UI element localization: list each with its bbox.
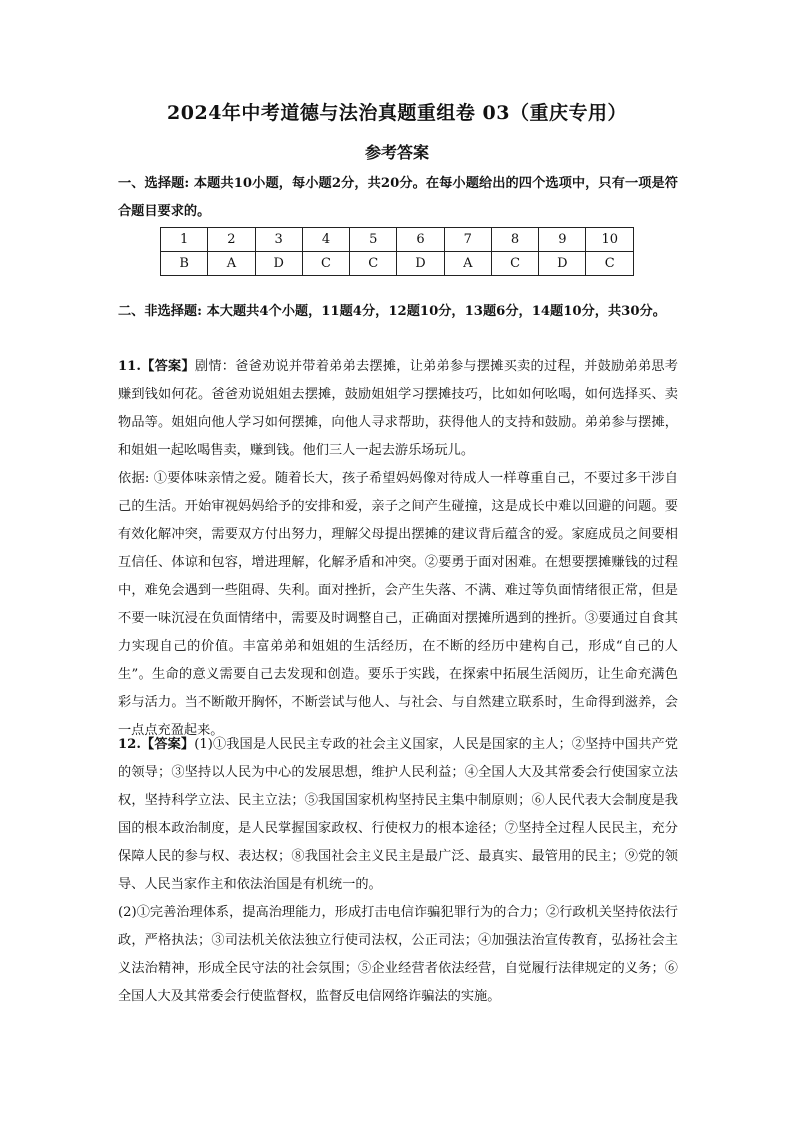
answer-table-number-row (161, 228, 634, 252)
section1-heading: 一、选择题: 本题共10小题，每小题2分，共20分。在每小题给出的四个选项中，只有一项是符合题目要求的。 (118, 176, 678, 219)
table-cell: B (161, 252, 208, 276)
page-title: 2024年中考道德与法治真题重组卷 03（重庆专用） (167, 102, 627, 124)
table-cell: D (397, 252, 444, 276)
answer-table (160, 227, 634, 276)
table-cell: A (444, 252, 491, 276)
question-11-plot: 剧情：爸爸劝说并带着弟弟去摆摊，让弟弟参与摆摊买卖的过程，并鼓励弟弟思考赚到钱如何花。爸爸劝说姐姐去摆摊，鼓励姐姐学习摆摊技巧，比如如何吆喝，如何选择买、卖物品等。姐姐向他人学习如何摆摊，向他人寻求帮助，获得他人的支持和鼓励。弟弟参与摆摊，和姐姐一起吆喝售卖，赚到钱。他们三人一起去游乐场玩儿。 (118, 359, 678, 458)
table-cell: 10 (586, 228, 634, 252)
table-cell: D (539, 252, 586, 276)
question-12-answer (118, 731, 678, 1011)
page-subtitle: 参考答案 (364, 143, 429, 162)
table-cell: C (350, 252, 397, 276)
question-11-answer (118, 353, 678, 745)
question-11-label: 11.【答案】 (118, 359, 195, 374)
section2-heading: 二、非选择题: 本大题共4个小题，11题4分，12题10分，13题6分，14题10分，共30分。 (118, 304, 666, 319)
table-cell: 1 (161, 228, 208, 252)
question-12-part1: (1)①我国是人民民主专政的社会主义国家，人民是国家的主人；②坚持中国共产党的领导；③坚持以人民为中心的发展思想，维护人民利益；④全国人大及其常委会行使国家立法权，坚持科学立法、民主立法；⑤我国国家机构坚持民主集中制原则；⑥人民代表大会制度是我国的根本政治制度，是人民掌握国家政权、行使权力的根本途径；⑦坚持全过程人民民主，充分保障人民的参与权、表达权；⑧我国社会主义民主是最广泛、最真实、最管用的民主；⑨党的领导、人民当家作主和依法治国是有机统一的。 (118, 737, 678, 892)
table-cell: C (586, 252, 634, 276)
question-11-basis: 依据: ①要体味亲情之爱。随着长大，孩子希望妈妈像对待成人一样尊重自己，不要过多干涉自己的生活。开始审视妈妈给予的安排和爱，亲子之间产生碰撞，这是成长中难以回避的问题。要有效化解冲突，需要双方付出努力，理解父母提出摆摊的建议背后蕴含的爱。家庭成员之间要相互信任、体谅和包容，增进理解，化解矛盾和冲突。②要勇于面对困难。在想要摆摊赚钱的过程中，难免会遇到一些阻碍、失利。面对挫折，会产生失落、不满、难过等负面情绪很正常，但是不要一味沉浸在负面情绪中，需要及时调整自己，正确面对摆摊所遇到的挫折。③要通过自食其力实现自己的价值。丰富弟弟和姐姐的生活经历，在不断的经历中建构自己，形成“自己的人生”。生命的意义需要自己去发现和创造。要乐于实践，在探索中拓展生活阅历，让生命充满色彩与活力。当不断敞开胸怀，不断尝试与他人、与社会、与自然建立联系时，生命得到滋养，会一点点充盈起来。 (118, 471, 678, 738)
answer-table-answer-row (161, 252, 634, 276)
table-cell: 5 (350, 228, 397, 252)
question-12-part2: (2)①完善治理体系，提高治理能力，形成打击电信诈骗犯罪行为的合力；②行政机关坚持依法行政，严格执法；③司法机关依法独立行使司法权，公正司法；④加强法治宣传教育，弘扬社会主义法治精神，形成全民守法的社会氛围；⑤企业经营者依法经营，自觉履行法律规定的义务；⑥全国人大及其常委会行使监督权，监督反电信网络诈骗法的实施。 (118, 905, 678, 1004)
table-cell: C (302, 252, 349, 276)
table-cell: A (208, 252, 255, 276)
table-cell: C (491, 252, 538, 276)
table-cell: 4 (302, 228, 349, 252)
table-cell: 7 (444, 228, 491, 252)
table-cell: 8 (491, 228, 538, 252)
question-12-label: 12.【答案】 (118, 737, 195, 752)
table-cell: 3 (255, 228, 302, 252)
table-cell: 6 (397, 228, 444, 252)
table-cell: 2 (208, 228, 255, 252)
table-cell: 9 (539, 228, 586, 252)
table-cell: D (255, 252, 302, 276)
